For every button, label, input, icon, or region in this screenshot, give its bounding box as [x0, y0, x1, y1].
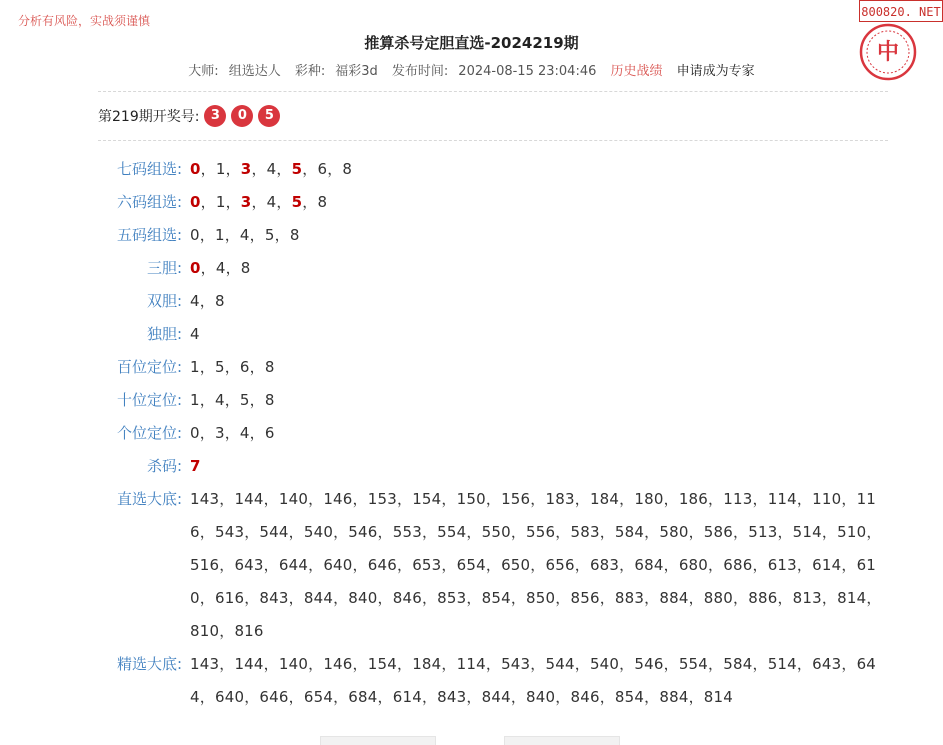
prediction-number: 116	[190, 490, 877, 541]
prediction-number: 886	[748, 589, 778, 607]
prediction-number: 5	[264, 226, 275, 244]
prediction-number: 656	[545, 556, 575, 574]
prediction-number: 154	[412, 490, 442, 508]
prediction-number: 540	[303, 523, 334, 541]
prediction-number: 114	[767, 490, 797, 508]
divider-middle	[98, 140, 888, 141]
prediction-values: 0，1，3，4，5，8	[190, 193, 328, 211]
prediction-label: 精选大底:	[116, 655, 182, 673]
prediction-number: 650	[501, 556, 531, 574]
prediction-number: 4	[215, 259, 226, 277]
prediction-number: 5	[291, 160, 303, 178]
article-meta	[0, 60, 943, 79]
prediction-number: 183	[545, 490, 575, 508]
prediction-number: 8	[264, 358, 275, 376]
prediction-number: 540	[589, 655, 620, 673]
prediction-number: 653	[412, 556, 442, 574]
prediction-number: 144	[234, 655, 264, 673]
prediction-row	[98, 318, 898, 351]
prediction-number: 153	[367, 490, 397, 508]
prediction-number: 154	[367, 655, 397, 673]
prediction-number: 8	[240, 259, 251, 277]
prediction-label: 百位定位:	[116, 358, 182, 376]
prediction-values: 1，4，5，8	[190, 391, 275, 409]
prediction-number: 544	[259, 523, 289, 541]
prediction-number: 513	[748, 523, 778, 541]
prediction-row	[98, 153, 898, 186]
prediction-number: 3	[240, 193, 252, 211]
prediction-label: 三胆:	[146, 259, 182, 277]
prediction-row	[98, 384, 898, 417]
prediction-row	[98, 351, 898, 384]
prediction-number: 0	[190, 226, 200, 244]
prediction-number: 843	[259, 589, 289, 607]
prediction-number: 646	[259, 688, 289, 706]
prediction-number: 856	[570, 589, 600, 607]
prediction-number: 143	[190, 490, 220, 508]
prediction-values: 1，5，6，8	[190, 358, 275, 376]
prediction-values: 0，1，3，4，5，6，8	[190, 160, 353, 178]
prediction-label: 个位定位:	[116, 424, 182, 442]
prediction-number: 0	[190, 160, 201, 178]
prediction-number: 0	[190, 259, 201, 277]
prediction-number: 7	[190, 457, 201, 475]
prediction-number: 580	[659, 523, 689, 541]
prediction-number: 4	[266, 193, 277, 211]
prediction-number: 1	[214, 226, 225, 244]
prediction-number: 683	[589, 556, 620, 574]
prediction-number: 0	[190, 424, 200, 442]
prediction-values: 143，144，140，146，153，154，150，156，183，184，180，186，113，114，110，116，543，544，540，546，553，554，550，556，583，584，580，586，513，514，510，516，643，644，640，646，653，654，650，656，683，684，680，686，613，614，610，616，843，844，840，846，853，854，850，856，883，884，880，886，813，814，810，816	[190, 490, 882, 640]
prediction-number: 584	[723, 655, 753, 673]
prediction-number: 144	[234, 490, 264, 508]
prediction-number: 840	[526, 688, 556, 706]
prediction-number: 514	[767, 655, 797, 673]
prediction-number: 854	[614, 688, 645, 706]
prediction-number: 4	[239, 226, 250, 244]
prediction-values: 0，1，4，5，8	[190, 226, 300, 244]
prediction-number: 583	[570, 523, 600, 541]
prediction-row	[98, 219, 898, 252]
prediction-number: 143	[190, 655, 220, 673]
prediction-number: 614	[812, 556, 842, 574]
draw-result	[98, 104, 280, 128]
prediction-number: 814	[703, 688, 733, 706]
time-value: 2024-08-15 23:04:46	[458, 64, 597, 79]
prediction-number: 6	[264, 424, 275, 442]
draw-label: 第219期开奖号:	[98, 109, 200, 125]
prediction-number: 843	[437, 688, 467, 706]
prediction-number: 3	[240, 160, 252, 178]
prediction-row	[98, 285, 898, 318]
prediction-label: 十位定位:	[116, 391, 182, 409]
prediction-number: 146	[323, 655, 353, 673]
prediction-label: 双胆:	[146, 292, 182, 310]
time-label: 发布时间:	[391, 64, 449, 79]
prediction-number: 114	[456, 655, 486, 673]
site-badge[interactable]: 800820. NET	[859, 0, 943, 22]
prediction-number: 646	[367, 556, 397, 574]
prediction-number: 643	[234, 556, 264, 574]
prediction-row	[98, 186, 898, 219]
prediction-number: 844	[481, 688, 511, 706]
prediction-number: 8	[289, 226, 300, 244]
prediction-number: 1	[190, 358, 200, 376]
prediction-number: 586	[703, 523, 733, 541]
prediction-number: 5	[214, 358, 225, 376]
prediction-number: 884	[659, 589, 689, 607]
prediction-number: 553	[392, 523, 422, 541]
prediction-number: 4	[214, 391, 225, 409]
prediction-number: 554	[437, 523, 467, 541]
prediction-number: 654	[456, 556, 486, 574]
prediction-number: 6	[317, 160, 328, 178]
prediction-number: 684	[348, 688, 378, 706]
prediction-row	[98, 417, 898, 450]
prediction-values: 4，8	[190, 292, 225, 310]
prediction-number: 186	[678, 490, 709, 508]
prediction-number: 150	[456, 490, 486, 508]
prediction-number: 610	[190, 556, 877, 607]
prediction-number: 1	[190, 391, 200, 409]
prediction-row	[98, 483, 898, 648]
prediction-number: 554	[678, 655, 709, 673]
prediction-number: 644	[278, 556, 309, 574]
prediction-number: 6	[239, 358, 250, 376]
prediction-number: 584	[614, 523, 645, 541]
prediction-number: 813	[792, 589, 822, 607]
prediction-values	[182, 318, 890, 351]
apply-expert-link[interactable]: 申请成为专家	[676, 64, 755, 79]
prediction-number: 5	[239, 391, 250, 409]
prediction-list	[98, 153, 898, 714]
prediction-number: 8	[264, 391, 275, 409]
prediction-number: 1	[215, 193, 226, 211]
master-label: 大师:	[188, 64, 219, 79]
prediction-number: 543	[501, 655, 531, 673]
prediction-number: 3	[214, 424, 225, 442]
prediction-row	[98, 450, 898, 483]
divider-top	[98, 91, 888, 92]
prediction-number: 613	[767, 556, 797, 574]
prediction-number: 880	[703, 589, 733, 607]
prediction-values: 143，144，140，146，154，184，114，543，544，540，546，554，584，514，643，644，640，646，654，684，614，843，844，840，846，854，884，814	[190, 655, 877, 706]
prediction-number: 640	[323, 556, 353, 574]
prediction-number: 546	[348, 523, 378, 541]
prediction-values	[182, 450, 890, 483]
prediction-number: 110	[812, 490, 842, 508]
prediction-number: 514	[792, 523, 822, 541]
prediction-number: 883	[614, 589, 645, 607]
prediction-row	[98, 252, 898, 285]
prediction-number: 556	[526, 523, 556, 541]
prediction-number: 686	[723, 556, 753, 574]
prediction-label: 杀码:	[146, 457, 182, 475]
prediction-number: 4	[190, 325, 200, 343]
prediction-number: 884	[659, 688, 689, 706]
prediction-number: 543	[214, 523, 245, 541]
prediction-number: 850	[526, 589, 556, 607]
prediction-number: 4	[190, 292, 200, 310]
prediction-number: 853	[437, 589, 467, 607]
prediction-number: 510	[837, 523, 867, 541]
prediction-number: 184	[412, 655, 442, 673]
prediction-number: 544	[545, 655, 575, 673]
prediction-number: 184	[589, 490, 620, 508]
draw-ball: 0	[231, 105, 253, 127]
prediction-number: 4	[266, 160, 277, 178]
prediction-number: 846	[570, 688, 600, 706]
prediction-label: 七码组选:	[116, 160, 182, 178]
prediction-number: 854	[481, 589, 511, 607]
prediction-number: 640	[214, 688, 245, 706]
master-value: 组选达人	[228, 64, 281, 79]
prediction-number: 8	[214, 292, 225, 310]
prediction-number: 140	[278, 655, 309, 673]
prediction-number: 846	[392, 589, 422, 607]
prediction-label: 独胆:	[146, 325, 182, 343]
svg-text:中: 中	[876, 40, 900, 65]
prediction-number: 156	[501, 490, 531, 508]
prediction-number: 816	[234, 622, 264, 640]
lottery-label: 彩种:	[294, 64, 326, 79]
prediction-number: 616	[214, 589, 245, 607]
prediction-number: 680	[678, 556, 709, 574]
prediction-number: 814	[837, 589, 867, 607]
prediction-number: 840	[348, 589, 378, 607]
prediction-number: 614	[392, 688, 422, 706]
prediction-number: 643	[812, 655, 842, 673]
risk-notice: 分析有风险，实战须谨慎	[18, 14, 151, 28]
page-title: 推算杀号定胆直选-2024219期	[364, 34, 579, 52]
prediction-label: 六码组选:	[116, 193, 182, 211]
prediction-number: 0	[190, 193, 201, 211]
prediction-label: 五码组选:	[116, 226, 182, 244]
prediction-number: 644	[190, 655, 877, 706]
prediction-number: 684	[634, 556, 664, 574]
prediction-number: 810	[190, 622, 220, 640]
prediction-number: 8	[342, 160, 353, 178]
draw-ball: 5	[258, 105, 280, 127]
prediction-number: 4	[239, 424, 250, 442]
prediction-number: 550	[481, 523, 511, 541]
prediction-number: 844	[303, 589, 334, 607]
prediction-number: 5	[291, 193, 303, 211]
prediction-number: 180	[634, 490, 664, 508]
prediction-label: 直选大底:	[116, 490, 182, 508]
prediction-row	[98, 648, 898, 714]
prediction-number: 140	[278, 490, 309, 508]
prediction-values: 0，3，4，6	[190, 424, 275, 442]
prediction-number: 113	[723, 490, 753, 508]
prediction-number: 654	[303, 688, 334, 706]
prediction-number: 546	[634, 655, 664, 673]
prediction-number: 146	[323, 490, 353, 508]
prediction-number: 516	[190, 556, 220, 574]
prediction-number: 8	[317, 193, 328, 211]
prediction-values: 0，4，8	[190, 259, 251, 277]
lottery-value: 福彩3d	[335, 64, 378, 79]
history-link[interactable]: 历史战绩	[610, 64, 663, 79]
draw-ball: 3	[204, 105, 226, 127]
prediction-number: 1	[215, 160, 226, 178]
